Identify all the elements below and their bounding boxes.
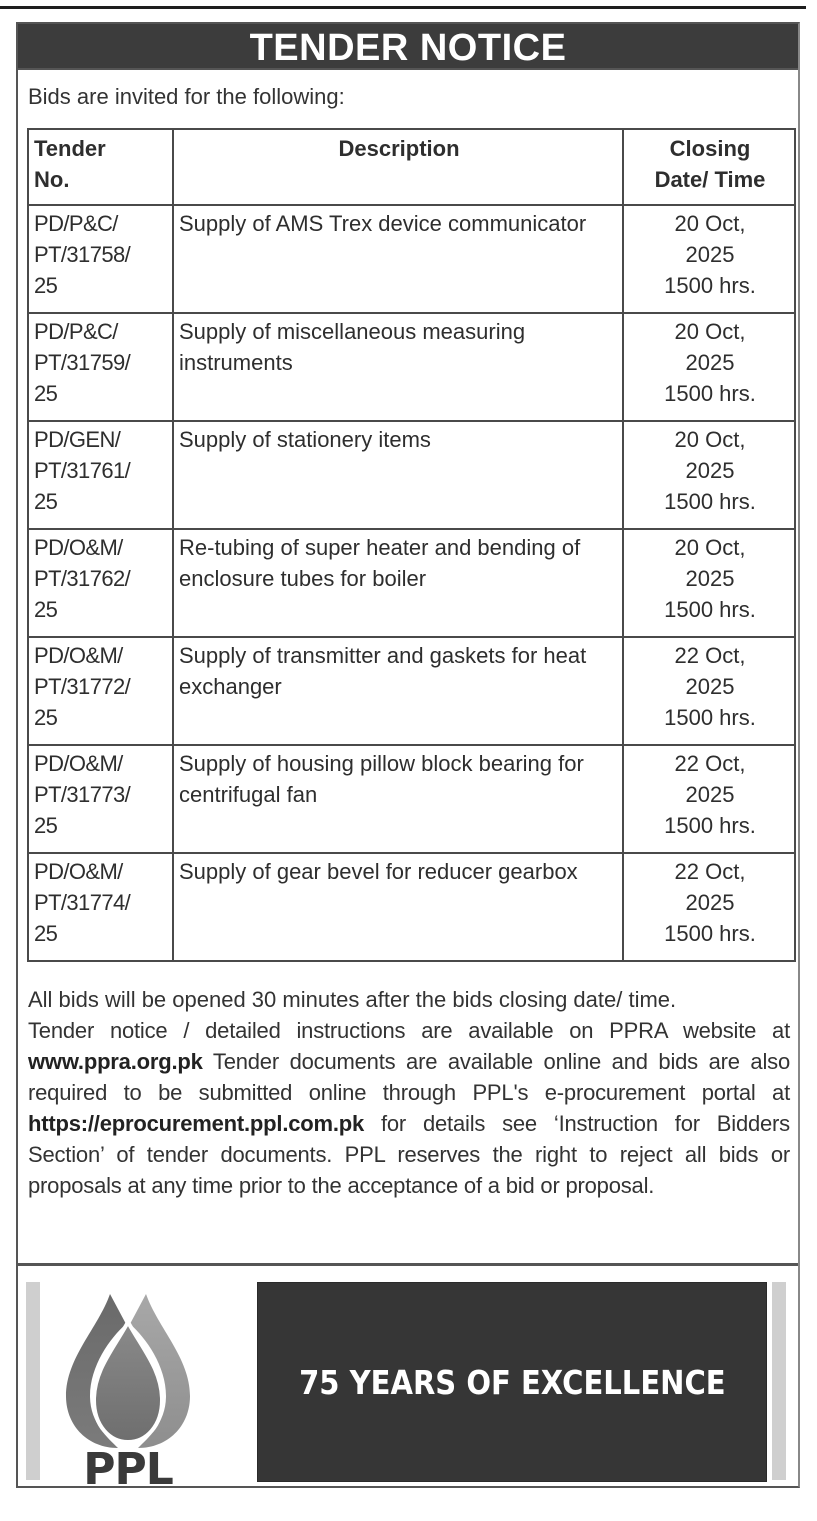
description-cell: Supply of transmitter and gaskets for heat exchanger — [173, 637, 623, 745]
description-cell: Supply of stationery items — [173, 421, 623, 529]
description-cell: Supply of housing pillow block bearing for centrifugal fan — [173, 745, 623, 853]
closing-cell: 20 Oct, 2025 1500 hrs. — [623, 529, 795, 637]
header-closing: Closing Date/ Time — [623, 129, 795, 205]
tender-no-cell: PD/GEN/ PT/31761/ 25 — [28, 421, 173, 529]
description-cell: Re-tubing of super heater and bending of enclosure tubes for boiler — [173, 529, 623, 637]
closing-cell: 20 Oct, 2025 1500 hrs. — [623, 205, 795, 313]
logo-text: PPL — [83, 1444, 173, 1488]
description-cell: Supply of miscellaneous measuring instruments — [173, 313, 623, 421]
right-accent-bar — [772, 1282, 786, 1480]
left-accent-bar — [26, 1282, 40, 1480]
header-description: Description — [173, 129, 623, 205]
closing-cell: 20 Oct, 2025 1500 hrs. — [623, 313, 795, 421]
instructions-text-2: Tender documents are available online and bids are also required to be submitted online through PPL's e-procurement portal at — [28, 1049, 790, 1105]
instructions-paragraph — [28, 1015, 790, 1201]
table-row — [28, 853, 795, 961]
tender-no-cell: PD/P&C/ PT/31759/ 25 — [28, 313, 173, 421]
closing-cell: 22 Oct, 2025 1500 hrs. — [623, 853, 795, 961]
opening-note: All bids will be opened 30 minutes after the bids closing date/ time. — [28, 987, 677, 1012]
table-row — [28, 745, 795, 853]
closing-cell: 22 Oct, 2025 1500 hrs. — [623, 745, 795, 853]
tender-no-cell: PD/O&M/ PT/31762/ 25 — [28, 529, 173, 637]
tender-no-cell: PD/O&M/ PT/31774/ 25 — [28, 853, 173, 961]
description-cell: Supply of gear bevel for reducer gearbox — [173, 853, 623, 961]
tenders-table — [27, 128, 796, 962]
instructions-text-3: for details see ‘Instruction for Bidders Section’ of tender documents. PPL reserves the right to reject all bids or proposals at any time prior to the acceptance of a bid or proposal. — [28, 1111, 790, 1198]
instructions-text-1: Tender notice / detailed instructions are available on PPRA website at — [28, 1018, 790, 1043]
slogan-banner — [257, 1282, 767, 1482]
intro-text: Bids are invited for the following: — [28, 84, 345, 109]
oil-drop-icon — [48, 1278, 208, 1488]
eprocurement-link[interactable]: https://eprocurement.ppl.com.pk — [28, 1111, 365, 1136]
closing-cell: 20 Oct, 2025 1500 hrs. — [623, 421, 795, 529]
closing-cell: 22 Oct, 2025 1500 hrs. — [623, 637, 795, 745]
table-row — [28, 529, 795, 637]
header-tender-no: Tender No. — [28, 129, 173, 205]
tender-no-cell: PD/P&C/ PT/31758/ 25 — [28, 205, 173, 313]
table-row — [28, 421, 795, 529]
table-row — [28, 205, 795, 313]
table-row — [28, 313, 795, 421]
top-rule — [0, 6, 806, 9]
notes-section — [28, 984, 790, 1201]
ppra-link[interactable]: www.ppra.org.pk — [28, 1049, 203, 1074]
notice-title: TENDER NOTICE — [18, 24, 798, 70]
tender-notice-frame — [16, 22, 800, 1488]
table-header-row — [28, 129, 795, 205]
slogan-text: 75 YEARS OF EXCELLENCE — [298, 1362, 726, 1402]
footer-band — [18, 1263, 798, 1486]
ppl-logo — [48, 1278, 208, 1488]
tender-no-cell: PD/O&M/ PT/31772/ 25 — [28, 637, 173, 745]
table-row — [28, 637, 795, 745]
description-cell: Supply of AMS Trex device communicator — [173, 205, 623, 313]
tender-no-cell: PD/O&M/ PT/31773/ 25 — [28, 745, 173, 853]
